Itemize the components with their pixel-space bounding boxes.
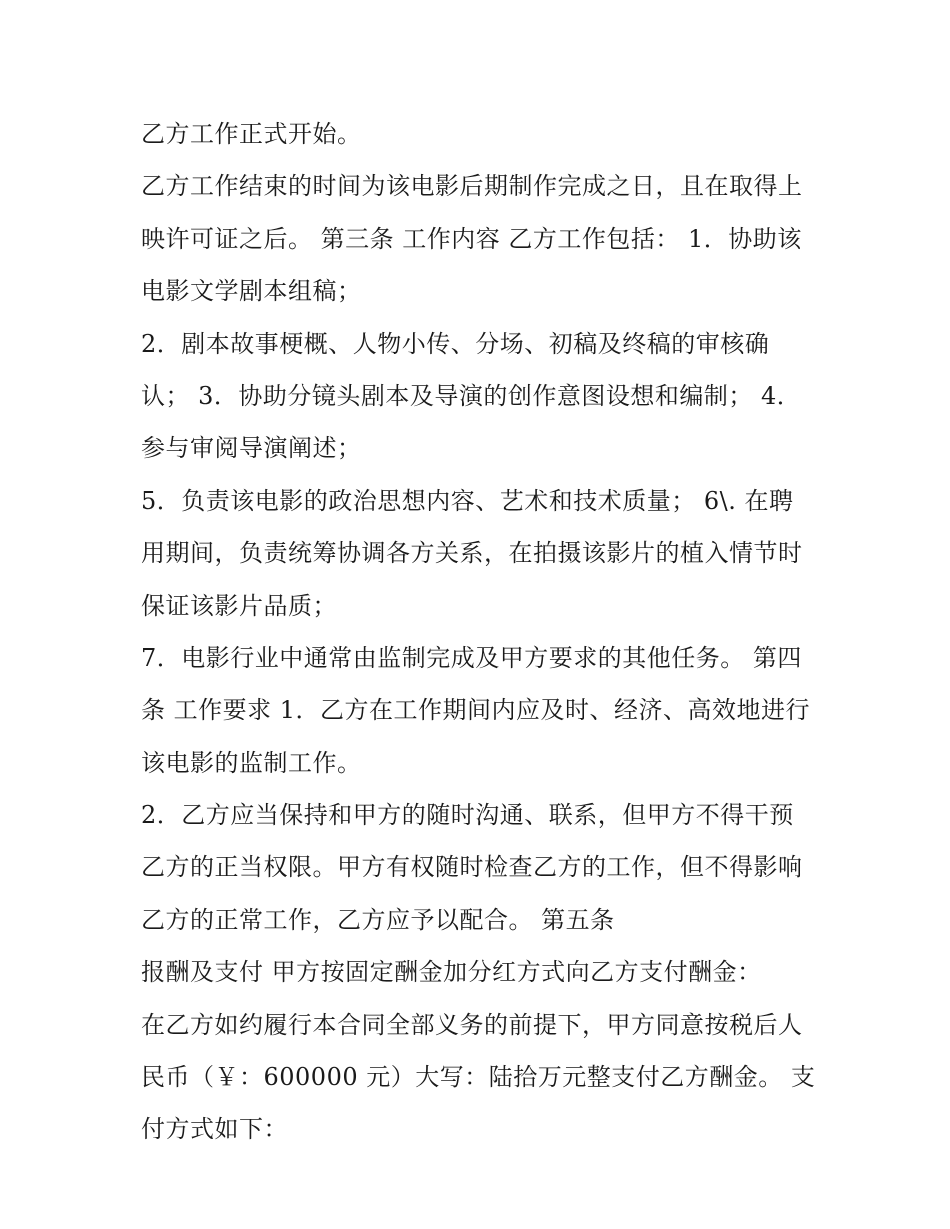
text-line: 认； 3．协助分镜头剧本及导演的创作意图设想和编制； 4． bbox=[141, 381, 802, 410]
text-line: 该电影的监制工作。 bbox=[141, 748, 362, 777]
text-line: 民币（￥：600000 元）大写：陆拾万元整支付乙方酬金。 支 bbox=[141, 1063, 816, 1092]
text-line: 映许可证之后。 第三条 工作内容 乙方工作包括： 1．协助该 bbox=[141, 224, 802, 253]
contract-body-text bbox=[141, 108, 821, 1156]
text-line: 2．剧本故事梗概、人物小传、分场、初稿及终稿的审核确 bbox=[141, 329, 770, 358]
text-line: 乙方的正常工作，乙方应予以配合。 第五条 bbox=[141, 905, 615, 934]
text-line: 报酬及支付 甲方按固定酬金加分红方式向乙方支付酬金： bbox=[141, 958, 762, 987]
text-line: 乙方工作结束的时间为该电影后期制作完成之日，且在取得上 bbox=[141, 172, 803, 201]
text-line: 在乙方如约履行本合同全部义务的前提下，甲方同意按税后人 bbox=[141, 1010, 803, 1039]
text-line: 乙方工作正式开始。 bbox=[141, 120, 362, 148]
text-line: 电影文学剧本组稿； bbox=[141, 277, 362, 306]
text-line: 参与审阅导演阐述； bbox=[141, 434, 362, 463]
text-line: 乙方的正当权限。甲方有权随时检查乙方的工作，但不得影响 bbox=[141, 853, 803, 882]
text-line: 条 工作要求 1．乙方在工作期间内应及时、经济、高效地进行 bbox=[141, 696, 811, 725]
text-line: 保证该影片品质； bbox=[141, 591, 337, 620]
text-line: 用期间，负责统筹协调各方关系，在拍摄该影片的植入情节时 bbox=[141, 539, 803, 568]
text-line: 付方式如下： bbox=[141, 1115, 288, 1144]
text-line: 7．电影行业中通常由监制完成及甲方要求的其他任务。 第四 bbox=[141, 643, 802, 672]
text-line: 2．乙方应当保持和甲方的随时沟通、联系，但甲方不得干预 bbox=[141, 801, 794, 830]
text-line: 5．负责该电影的政治思想内容、艺术和技术质量； 6\. 在聘 bbox=[141, 486, 794, 515]
